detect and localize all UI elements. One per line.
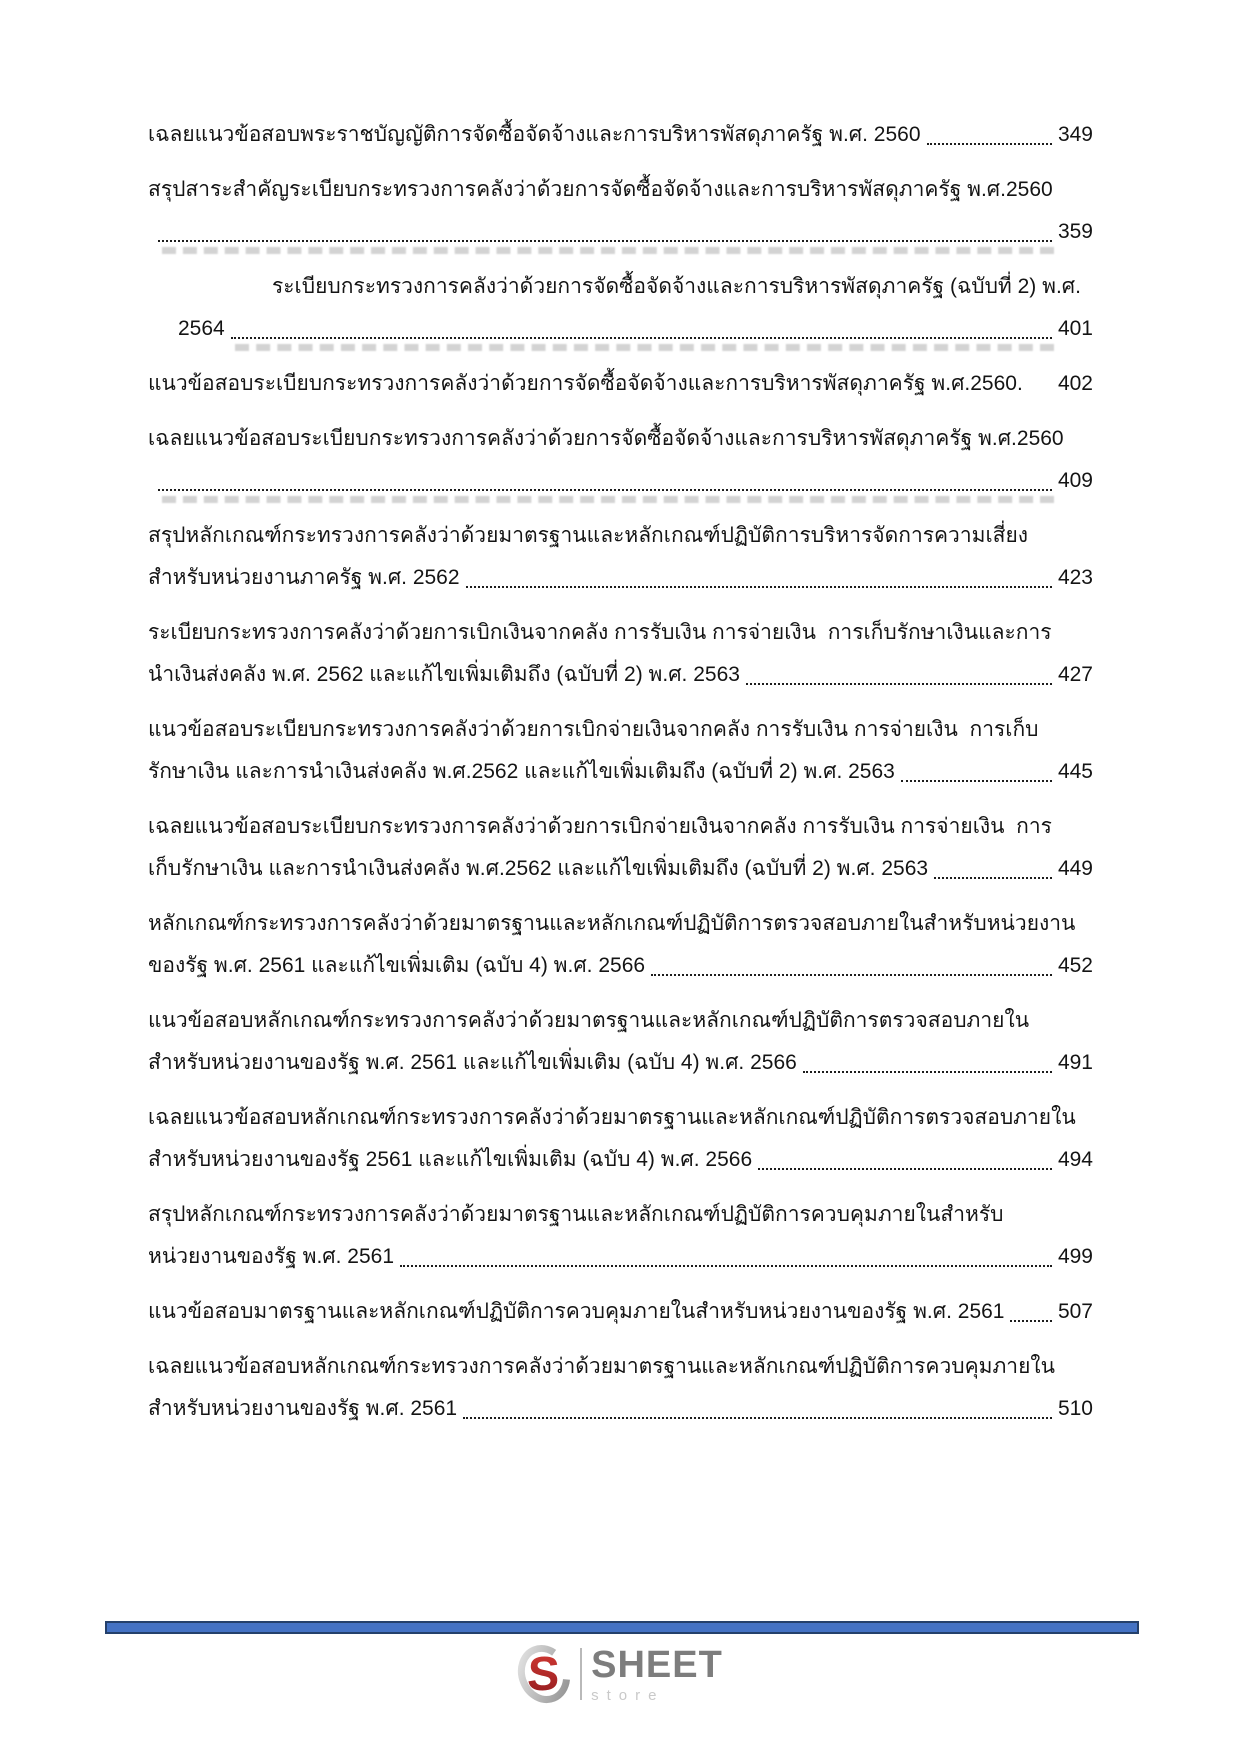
dot-leader [158, 240, 1052, 242]
toc-entry [148, 169, 1093, 253]
page-number: 494 [1057, 1148, 1093, 1171]
toc-line [148, 1388, 1093, 1430]
toc-line [148, 1194, 1093, 1236]
page-number: 510 [1057, 1397, 1093, 1420]
toc-entry [148, 114, 1093, 156]
toc-entry [148, 1097, 1093, 1181]
dot-leader [803, 1071, 1052, 1073]
toc-entry-title: สำหรับหน่วยงานของรัฐ พ.ศ. 2561 [148, 1397, 458, 1420]
toc-entry-title: เฉลยแนวข้อสอบหลักเกณฑ์กระทรวงการคลังว่าด้วยมาตรฐานและหลักเกณฑ์ปฏิบัติการควบคุมภายใน [148, 1355, 1056, 1378]
page-number: 423 [1057, 566, 1093, 589]
toc-line [148, 169, 1093, 211]
toc-line [148, 903, 1093, 945]
footer-divider-bar [105, 1621, 1139, 1634]
logo-title: SHEET [591, 1643, 723, 1686]
toc-line [148, 1291, 1093, 1333]
toc-entry-title: สำหรับหน่วยงานของรัฐ พ.ศ. 2561 และแก้ไขเพิ่มเติม (ฉบับ 4) พ.ศ. 2566 [148, 1051, 797, 1074]
toc-line [148, 515, 1093, 557]
toc-entry [148, 1000, 1093, 1084]
dot-leader [1010, 1320, 1051, 1322]
page-number: 491 [1057, 1051, 1093, 1074]
toc-entry [148, 515, 1093, 599]
s-ribbon-icon [517, 1644, 571, 1704]
page-number: 452 [1057, 954, 1093, 977]
page-number: 507 [1057, 1300, 1093, 1323]
dot-leader [901, 780, 1052, 782]
toc-entry-title: แนวข้อสอบระเบียบกระทรวงการคลังว่าด้วยการเบิกจ่ายเงินจากคลัง การรับเงิน การจ่ายเงิน การเก็บ [148, 718, 1039, 741]
toc-line [148, 848, 1093, 890]
page-number: 402 [1057, 372, 1093, 395]
toc-entry [148, 1291, 1093, 1333]
dot-leader [746, 683, 1052, 685]
toc-entry-title: เฉลยแนวข้อสอบพระราชบัญญัติการจัดซื้อจัดจ้างและการบริหารพัสดุภาครัฐ พ.ศ. 2560 [148, 123, 921, 146]
toc-line [148, 557, 1093, 599]
toc-line [148, 1236, 1093, 1278]
toc-entry-title: เก็บรักษาเงิน และการนำเงินส่งคลัง พ.ศ.2562 และแก้ไขเพิ่มเติมถึง (ฉบับที่ 2) พ.ศ. 2563 [148, 857, 929, 880]
toc-line [148, 460, 1093, 502]
toc-line [148, 1097, 1093, 1139]
toc-entry [148, 806, 1093, 890]
toc-line [148, 308, 1093, 350]
dot-leader [231, 337, 1052, 339]
toc-entry [148, 363, 1093, 405]
toc-entry-title: เฉลยแนวข้อสอบระเบียบกระทรวงการคลังว่าด้วยการเบิกจ่ายเงินจากคลัง การรับเงิน การจ่ายเงิน การ [148, 815, 1052, 838]
toc-entry-title: เฉลยแนวข้อสอบหลักเกณฑ์กระทรวงการคลังว่าด้วยมาตรฐานและหลักเกณฑ์ปฏิบัติการตรวจสอบภายใน [148, 1106, 1076, 1129]
toc-entry-title: ระเบียบกระทรวงการคลังว่าด้วยการจัดซื้อจัดจ้างและการบริหารพัสดุภาครัฐ (ฉบับที่ 2) พ.ศ. [272, 275, 1081, 298]
sheet-store-logo [0, 1642, 1240, 1706]
table-of-contents [148, 114, 1093, 1443]
toc-entry-title: 2564 [178, 317, 225, 340]
toc-entry [148, 266, 1093, 350]
toc-line [148, 266, 1093, 308]
toc-entry-title: หน่วยงานของรัฐ พ.ศ. 2561 [148, 1245, 395, 1268]
toc-entry-title: สำหรับหน่วยงานภาครัฐ พ.ศ. 2562 [148, 566, 460, 589]
page-number: 445 [1057, 760, 1093, 783]
logo-divider [580, 1648, 582, 1700]
toc-entry [148, 709, 1093, 793]
page-number: 449 [1057, 857, 1093, 880]
toc-line [148, 1139, 1093, 1181]
page-number: 427 [1057, 663, 1093, 686]
page-number: 359 [1057, 220, 1093, 243]
toc-entry [148, 903, 1093, 987]
toc-line [148, 1042, 1093, 1084]
page-number: 349 [1057, 123, 1093, 146]
toc-entry [148, 612, 1093, 696]
toc-line [148, 1000, 1093, 1042]
dot-leader [466, 586, 1052, 588]
toc-entry-title: เฉลยแนวข้อสอบระเบียบกระทรวงการคลังว่าด้วยการจัดซื้อจัดจ้างและการบริหารพัสดุภาครัฐ พ.ศ.2560 [148, 427, 1064, 450]
toc-entry-title: สรุปหลักเกณฑ์กระทรวงการคลังว่าด้วยมาตรฐานและหลักเกณฑ์ปฏิบัติการควบคุมภายในสำหรับ [148, 1203, 1004, 1226]
toc-entry-title: แนวข้อสอบระเบียบกระทรวงการคลังว่าด้วยการจัดซื้อจัดจ้างและการบริหารพัสดุภาครัฐ พ.ศ.2560. [148, 372, 1023, 395]
toc-entry-title: รักษาเงิน และการนำเงินส่งคลัง พ.ศ.2562 และแก้ไขเพิ่มเติมถึง (ฉบับที่ 2) พ.ศ. 2563 [148, 760, 895, 783]
toc-line [148, 211, 1093, 253]
toc-line [148, 709, 1093, 751]
toc-line [148, 114, 1093, 156]
toc-line [148, 612, 1093, 654]
toc-line [148, 1346, 1093, 1388]
dot-leader [934, 877, 1052, 879]
page-number: 499 [1057, 1245, 1093, 1268]
toc-entry-title: แนวข้อสอบมาตรฐานและหลักเกณฑ์ปฏิบัติการควบคุมภายในสำหรับหน่วยงานของรัฐ พ.ศ. 2561 [148, 1300, 1005, 1323]
toc-entry-title: สำหรับหน่วยงานของรัฐ 2561 และแก้ไขเพิ่มเติม (ฉบับ 4) พ.ศ. 2566 [148, 1148, 753, 1171]
toc-line [148, 806, 1093, 848]
toc-entry [148, 418, 1093, 502]
toc-entry-title: สรุปสาระสำคัญระเบียบกระทรวงการคลังว่าด้วยการจัดซื้อจัดจ้างและการบริหารพัสดุภาครัฐ พ.ศ.2560 [148, 178, 1053, 201]
svg-text:S: S [526, 1648, 561, 1701]
toc-line [148, 751, 1093, 793]
dot-leader [927, 143, 1052, 145]
toc-line [148, 945, 1093, 987]
toc-entry-title: นำเงินส่งคลัง พ.ศ. 2562 และแก้ไขเพิ่มเติมถึง (ฉบับที่ 2) พ.ศ. 2563 [148, 663, 740, 686]
toc-entry-title: แนวข้อสอบหลักเกณฑ์กระทรวงการคลังว่าด้วยมาตรฐานและหลักเกณฑ์ปฏิบัติการตรวจสอบภายใน [148, 1009, 1030, 1032]
dot-leader [463, 1417, 1052, 1419]
toc-entry [148, 1194, 1093, 1278]
dot-leader [758, 1168, 1052, 1170]
toc-line [148, 363, 1093, 405]
dot-leader [158, 489, 1052, 491]
page-number: 401 [1057, 317, 1093, 340]
page-number: 409 [1057, 469, 1093, 492]
toc-entry [148, 1346, 1093, 1430]
logo-subtitle: store [591, 1686, 665, 1704]
toc-line [148, 654, 1093, 696]
toc-entry-title: ระเบียบกระทรวงการคลังว่าด้วยการเบิกเงินจากคลัง การรับเงิน การจ่ายเงิน การเก็บรักษาเงินและการ [148, 621, 1052, 644]
toc-entry-title: ของรัฐ พ.ศ. 2561 และแก้ไขเพิ่มเติม (ฉบับ 4) พ.ศ. 2566 [148, 954, 646, 977]
toc-entry-title: สรุปหลักเกณฑ์กระทรวงการคลังว่าด้วยมาตรฐานและหลักเกณฑ์ปฏิบัติการบริหารจัดการความเสี่ยง [148, 524, 1029, 547]
toc-line [148, 418, 1093, 460]
dot-leader [400, 1265, 1052, 1267]
dot-leader [651, 974, 1052, 976]
toc-entry-title: หลักเกณฑ์กระทรวงการคลังว่าด้วยมาตรฐานและหลักเกณฑ์ปฏิบัติการตรวจสอบภายในสำหรับหน่วยงาน [148, 912, 1076, 935]
